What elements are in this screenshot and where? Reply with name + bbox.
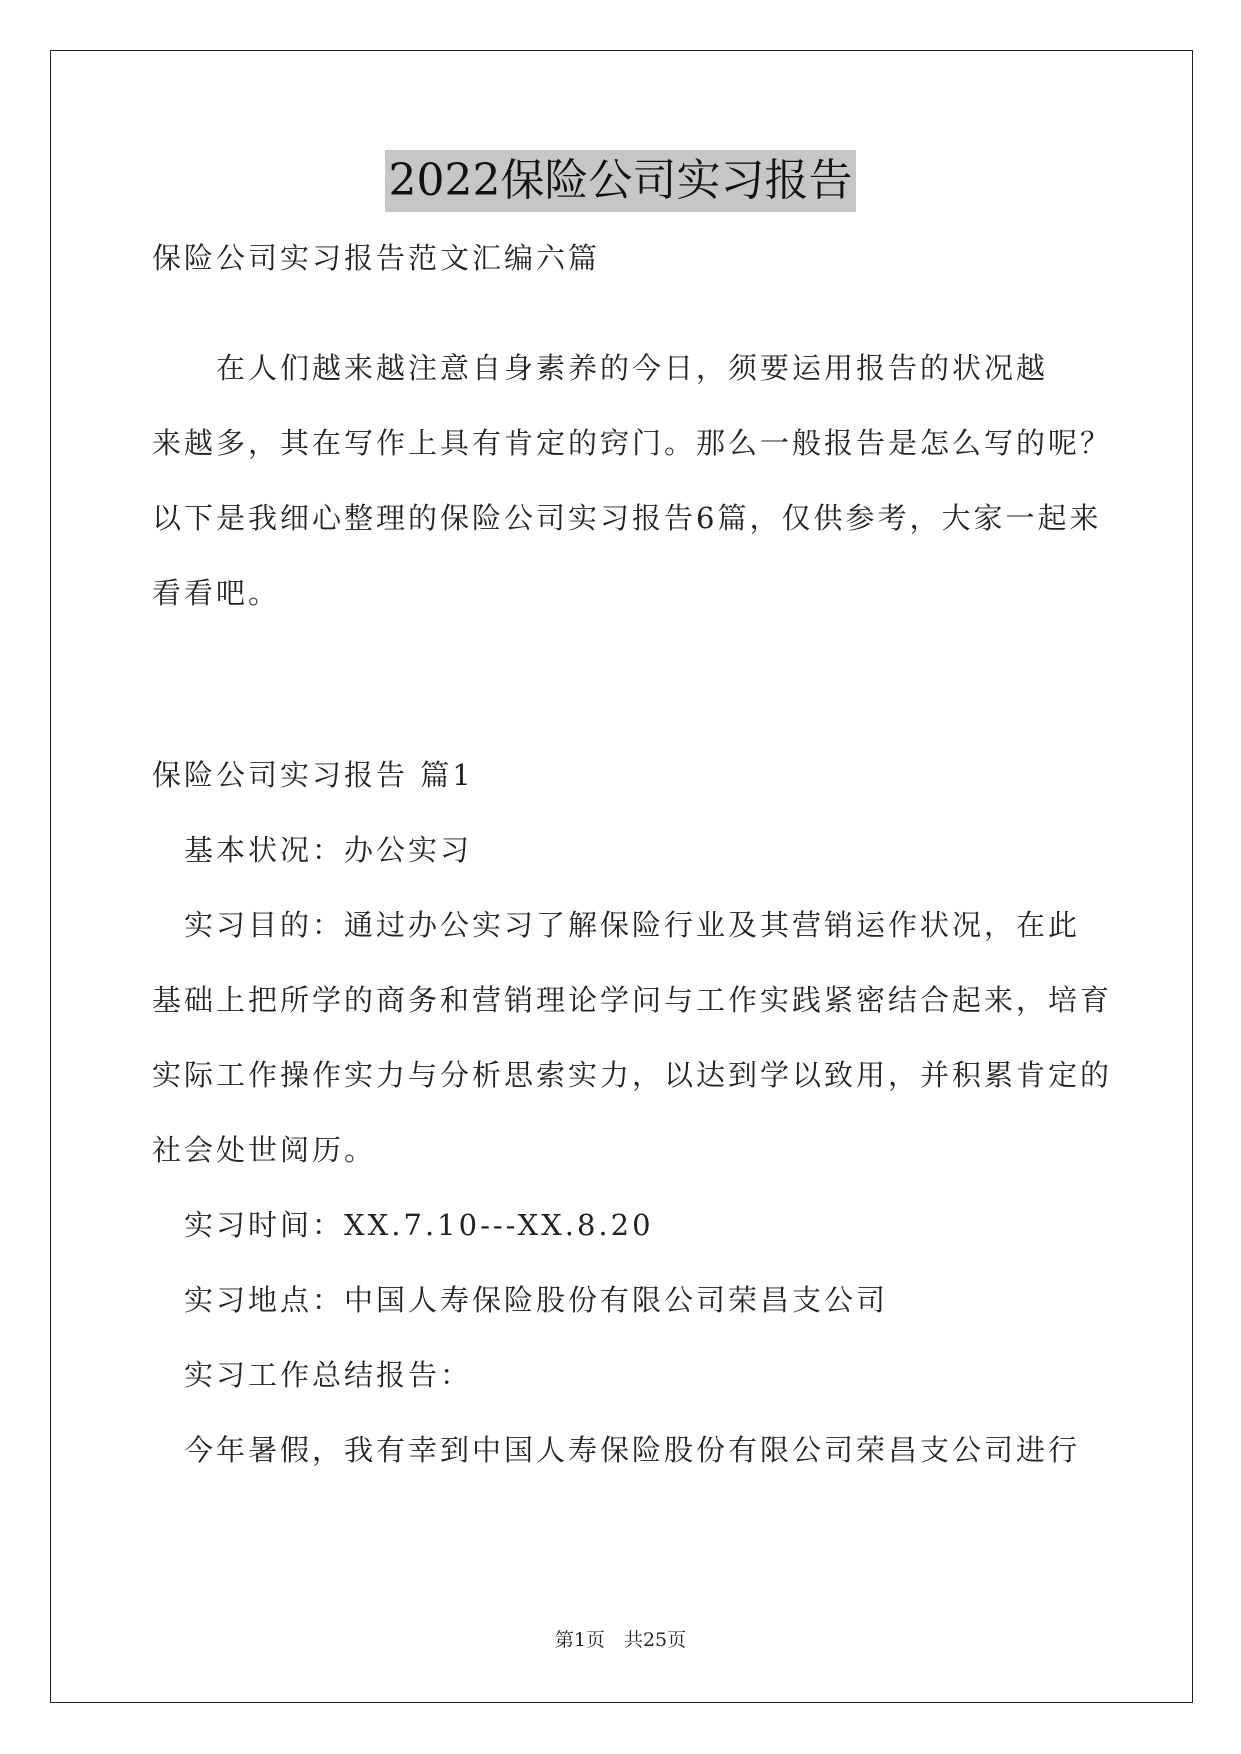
body-line: 实际工作操作实力与分析思索实力，以达到学以致用，并积累肯定的 (152, 1058, 1113, 1092)
document-title: 2022保险公司实习报告 (385, 150, 857, 212)
body-line: 在人们越来越注意自身素养的今日，须要运用报告的状况越 (152, 351, 1049, 385)
page-footer: 第1页 共25页 (554, 1629, 687, 1651)
title-container (0, 150, 1241, 212)
body-line: 实习时间：XX.7.10---XX.8.20 (152, 1208, 654, 1242)
body-line: 今年暑假，我有幸到中国人寿保险股份有限公司荣昌支公司进行 (152, 1433, 1081, 1467)
body-line: 基础上把所学的商务和营销理论学问与工作实践紧密结合起来，培育 (152, 983, 1113, 1017)
subtitle-line: 保险公司实习报告范文汇编六篇 (152, 241, 601, 275)
body-line: 社会处世阅历。 (152, 1133, 377, 1167)
body-line: 基本状况：办公实习 (152, 833, 473, 867)
body-line: 实习地点：中国人寿保险股份有限公司荣昌支公司 (152, 1283, 889, 1317)
body-line: 以下是我细心整理的保险公司实习报告6篇，仅供参考，大家一起来 (152, 501, 1102, 535)
body-line: 实习目的：通过办公实习了解保险行业及其营销运作状况，在此 (152, 908, 1081, 942)
body-line: 看看吧。 (152, 576, 281, 610)
section-heading: 保险公司实习报告 篇1 (152, 758, 474, 792)
body-line: 来越多，其在写作上具有肯定的窍门。那么一般报告是怎么写的呢？ (152, 426, 1113, 460)
body-line: 实习工作总结报告： (152, 1358, 473, 1392)
